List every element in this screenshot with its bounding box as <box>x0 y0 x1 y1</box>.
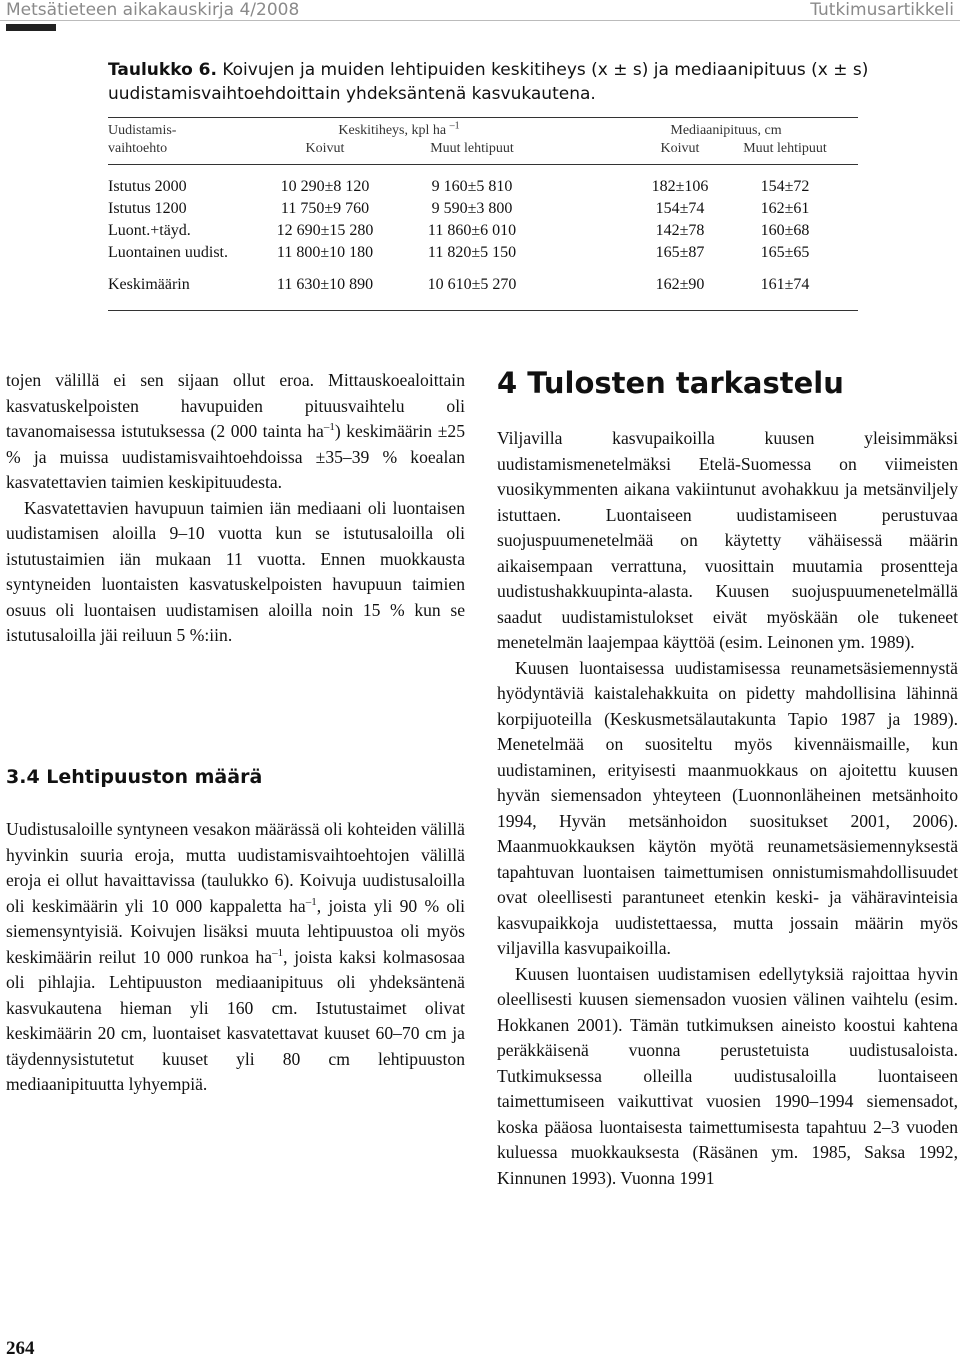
table-mean-label: Keskimäärin <box>108 276 190 293</box>
table-cell: 165±65 <box>760 244 810 261</box>
superscript: –1 <box>272 946 284 959</box>
paragraph-text: tojen välillä ei sen sijaan ollut eroa. Mittauskoealoittain kasvatuskelpoisten havupuiden pituusvaihtelu oli tavanomaisessa istutuksessa (2 000 tainta ha <box>6 370 465 441</box>
paragraph: Viljavilla kasvupaikoilla kuusen yleisimmäksi uudistamismenetelmäksi Etelä-Suomessa on viimeisten vuosikymmenten aikana vakiintunut avohakkuu ja metsänviljely istuttaen. Luontaiseen uudistamiseen perustuvaa suojuspuumenetelmää on käytetty vähäisessä määrin aikaisempaan verrattuna, vuosittain muutamia prosentteja uudistushakkuupinta-alasta. Kuusen suojuspuumenetelmällä saadut uudistamistulokset eivät myöskään ole tukeneet menetelmän laajempaa käyttöä (esim. Leinonen ym. 1989). <box>497 428 958 652</box>
page-number: 264 <box>6 1338 35 1359</box>
header-rule <box>0 20 960 21</box>
table-cell: 165±87 <box>655 244 705 261</box>
paragraph-text: , joista kaksi kolmasosaa oli pihlajia. Lehtipuuston mediaanipituus oli yhdeksäntenä kasvukautena hieman yli 160 cm. Istutustaimet olivat keskimäärin 20 cm, luontaiset kasvatettavat kuuset 60–70 cm ja täydennysistutetut kuuset yli 80 cm lehtipuuston mediaanipituutta lyhyempiä. <box>6 946 465 1094</box>
table-cell: 142±78 <box>655 222 705 239</box>
table-cell: 182±106 <box>651 178 709 195</box>
table-cell: 154±72 <box>760 178 810 195</box>
left-column-lower <box>6 817 465 1098</box>
paragraph-text: Uudistusaloille syntyneen vesakon määrässä oli kohteiden välillä hyvinkin suuria eroja, mutta uudistamisvaihtoehtojen välillä eroja ei ollut havaittavissa (taulukko 6). Koivuja uudistusaloilla oli keskimäärin yli 10 000 kappaletta ha <box>6 819 465 916</box>
paragraph <box>6 817 465 1098</box>
table-bottom-rule <box>108 310 858 311</box>
table-caption <box>108 58 908 106</box>
table-row-label: Istutus 1200 <box>108 200 187 217</box>
table-row-label: Istutus 2000 <box>108 178 187 195</box>
table-mean-cell: 161±74 <box>760 276 810 293</box>
table-caption-label: Taulukko 6. <box>108 60 217 80</box>
table-header-option-line2: vaihtoehto <box>108 141 168 156</box>
table-header-density-label: Keskitiheys, kpl ha <box>338 123 447 138</box>
section-heading-3-4: 3.4 Lehtipuuston määrä <box>6 766 263 788</box>
right-column <box>497 426 958 1191</box>
article-type: Tutkimusartikkeli <box>810 0 954 20</box>
table-cell: 160±68 <box>760 222 810 239</box>
table-header-other-height: Muut lehtipuut <box>743 141 827 156</box>
paragraph <box>6 368 465 496</box>
paragraph: Kuusen luontaisessa uudistamisessa reunametsäsiemennystä hyödyntäviä kaistalehakkuita on pidetty mahdollisina lähinnä korpijuoteilla (Keskusmetsälautakunta Tapio 1987 ja 1989). Menetelmää on suositeltu myös kivennäismaille, kun uudistaminen, erityisesti maanmuokkaus on ajoitettu kuusen hyvän siemensadon yhteyteen (Luonnonläheinen metsänhoito 1994, Hyvän metsänhoidon suositukset 2001, 2006). Maanmuokkauksen käytön myötä reunametsäsiemennyksestä tapahtuvan luontaisen taimettumisen onnistumismahdollisuudet ovat oleellisesti parantuneet etenkin keski- ja vähäravinteisia kasvupaikkoja uudistettaessa, mutta jossain määrin myös viljavilla kasvupaikoilla. <box>497 657 958 958</box>
table-header-height: Mediaanipituus, cm <box>670 123 782 138</box>
paragraph-text: , joista yli 90 % oli siemensyntyisiä. Koivujen lisäksi muuta lehtipuustoa oli myös keskimäärin reilut 10 000 runkoa ha <box>6 895 465 967</box>
table-cell: 11 820±5 150 <box>427 244 517 261</box>
table-header-birch-density: Koivut <box>305 141 345 156</box>
table-mean-cell: 11 630±10 890 <box>276 276 374 293</box>
superscript: –1 <box>305 895 317 908</box>
section-heading-4: 4 Tulosten tarkastelu <box>497 366 844 400</box>
journal-title: Metsätieteen aikakauskirja 4/2008 <box>6 0 300 20</box>
left-column-upper <box>6 368 465 649</box>
header-bar <box>6 24 56 31</box>
superscript: –1 <box>323 421 335 434</box>
table-header-birch-height: Koivut <box>660 141 700 156</box>
table-header-other-density: Muut lehtipuut <box>430 141 514 156</box>
table-cell: 12 690±15 280 <box>276 222 374 239</box>
table-cell: 154±74 <box>655 200 705 217</box>
table-header-density <box>338 120 460 139</box>
table-cell: 9 590±3 800 <box>431 200 513 217</box>
table-mean-cell: 162±90 <box>655 276 705 293</box>
table-cell: 9 160±5 810 <box>431 178 513 195</box>
paragraph: Kasvatettavien havupuun taimien iän mediaani oli luontaisen uudistamisen aloilla 9–10 vuotta kun se istutusaloilla oli istutustaimien iän mukaan 11 vuotta. Ennen muokkausta syntyneiden luontaisten kasvatuskelpoisten havupuun taimien osuus oli luontaisen uudistamisen aloilla noin 15 % kun se istutusaloilla jäi reiluun 5 %:iin. <box>6 497 465 645</box>
table-header-option-line1: Uudistamis- <box>108 123 177 138</box>
table-cell: 10 290±8 120 <box>280 178 370 195</box>
table-cell: 11 750±9 760 <box>280 200 370 217</box>
table-cell: 11 860±6 010 <box>427 222 517 239</box>
table-header-density-sup: –1 <box>449 120 460 132</box>
table-row-label: Luontainen uudist. <box>108 244 228 261</box>
table-row-label: Luont.+täyd. <box>108 222 191 239</box>
table-mean-cell: 10 610±5 270 <box>427 276 517 293</box>
table-cell: 162±61 <box>760 200 810 217</box>
paragraph: Kuusen luontaisen uudistamisen edellytyksiä rajoittaa hyvin oleellisesti kuusen siemensadon vuosien välinen vaihtelu (esim. Hokkanen 2001). Tämän tutkimuksen aineisto koostui kahtena peräkkäisenä vuonna perustetuista uudistusaloista. Tutkimuksessa olleilla uudistusaloilla luontaiseen taimettumiseen vaikuttivat vuosien 1990–1994 siemensadot, koska pääosa luontaisesta taimettumisesta tapahtuu 2–3 vuoden kuluessa muokkauksesta (Räsänen ym. 1985, Saksa 1992, Kinnunen 1993). Vuonna 1991 <box>497 963 958 1188</box>
table-header-rule <box>108 164 858 165</box>
table-caption-text: Koivujen ja muiden lehtipuiden keskitiheys (x ± s) ja mediaanipituus (x ± s) uudistamisvaihtoehdoittain yhdeksäntenä kasvukautena. <box>108 60 869 104</box>
paragraph-text: ) keskimäärin ±25 % ja muissa uudistamisvaihtoehdoissa ±35–39 % koealan kasvatettavien taimien keskipituudesta. <box>6 421 465 492</box>
table-cell: 11 800±10 180 <box>276 244 374 261</box>
table-top-rule <box>108 117 858 118</box>
